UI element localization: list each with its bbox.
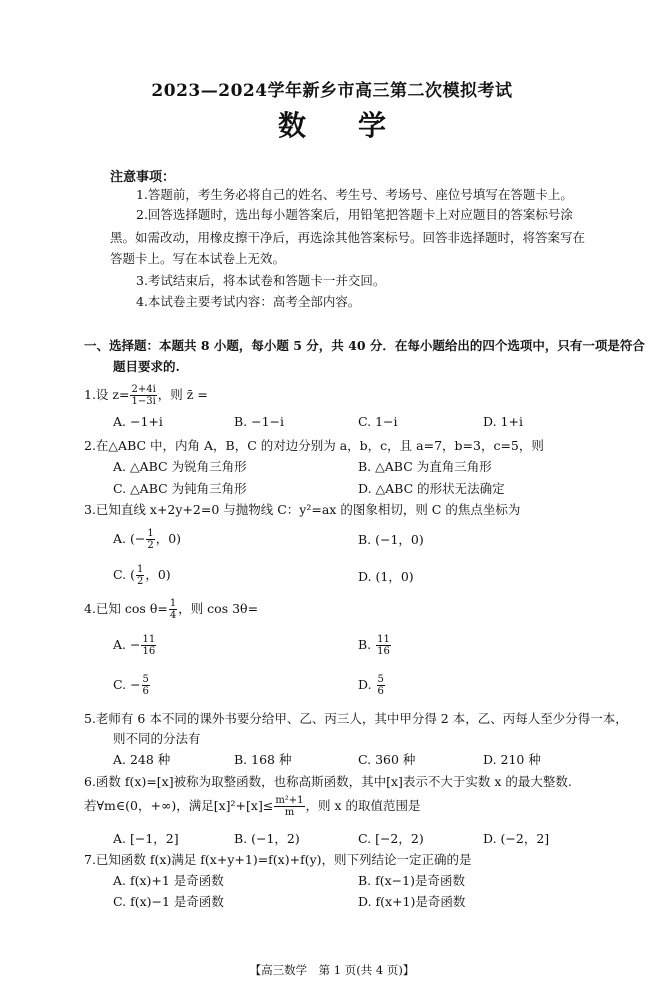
q4-a-num: 11 — [142, 634, 156, 645]
q4-d-num: 5 — [377, 674, 384, 685]
q3-a-post: ，0) — [155, 531, 182, 546]
q2-option-a: A. △ABC 为锐角三角形 — [113, 459, 247, 474]
q1-option-c: C. 1−i — [358, 414, 398, 429]
q6-option-d: D. (−2，2] — [483, 831, 550, 846]
question-2-stem: 2.在△ABC 中，内角 A，B，C 的对边分别为 a，b，c，且 a=7，b=3，c=5，则 — [84, 438, 544, 453]
notes-heading: 注意事项： — [110, 170, 176, 185]
q4-b-pre: B. — [358, 637, 376, 652]
q4-stem-post: ，则 cos 3θ= — [178, 601, 259, 616]
q3-option-a — [113, 528, 181, 551]
q4-d-den: 6 — [377, 686, 384, 697]
q3-option-b: B. (−1，0) — [358, 532, 424, 547]
q1-option-b: B. −1−i — [234, 414, 285, 429]
subject-title — [0, 104, 664, 144]
q3-option-d: D. (1，0) — [358, 569, 414, 584]
q4-stem-num: 1 — [169, 598, 177, 609]
notes-item-3: 3.考试结束后，将本试卷和答题卡一并交回。 — [136, 273, 386, 288]
subject-char-2: 学 — [358, 109, 387, 142]
notes-item-2-line-3: 答题卡上。写在本试卷上无效。 — [110, 251, 286, 266]
q1-prefix: 1.设 z= — [84, 387, 130, 402]
q3-a-num: 1 — [147, 528, 154, 539]
q7-option-c: C. f(x)−1 是奇函数 — [113, 894, 224, 909]
q4-c-pre: C. − — [113, 677, 141, 692]
q6-frac-num: m²+1 — [275, 795, 304, 806]
question-3-stem: 3.已知直线 x+2y+2=0 与抛物线 C：y²=ax 的图象相切，则 C 的焦点坐标为 — [84, 502, 521, 517]
q4-option-c — [113, 674, 151, 697]
q3-c-pre: C. ( — [113, 567, 135, 582]
q4-a-pre: A. − — [113, 637, 141, 652]
q2-option-b: B. △ABC 为直角三角形 — [358, 459, 492, 474]
q6-option-c: C. [−2，2) — [358, 831, 424, 846]
q4-b-num: 11 — [377, 634, 390, 645]
question-6-stem-line-1: 6.函数 f(x)=[x]被称为取整函数，也称高斯函数，其中[x]表示不大于实数 x 的最大整数. — [84, 774, 572, 789]
q4-a-den: 16 — [142, 646, 156, 657]
question-7-stem: 7.已知函数 f(x)满足 f(x+y+1)=f(x)+f(y)，则下列结论一定正确的是 — [84, 852, 472, 867]
q5-option-a: A. 248 种 — [113, 752, 171, 767]
notes-item-2-line-1: 2.回答选择题时，选出每小题答案后，用铅笔把答题卡上对应题目的答案标号涂 — [136, 207, 573, 222]
q4-d-pre: D. — [358, 677, 376, 692]
q6-stem-pre: 若∀m∈(0，+∞)，满足[x]²+[x]≤ — [84, 798, 274, 813]
q5-option-c: C. 360 种 — [358, 752, 416, 767]
exam-title: 2023—2024学年新乡市高三第二次模拟考试 — [151, 81, 513, 101]
q6-stem-post: ，则 x 的取值范围是 — [305, 798, 421, 813]
q4-b-fraction — [376, 634, 391, 657]
q1-fraction — [130, 384, 156, 407]
q4-b-den: 16 — [377, 646, 390, 657]
q6-option-a: A. [−1，2] — [113, 831, 179, 846]
question-5-stem-line-1: 5.老师有 6 本不同的课外书要分给甲、乙、丙三人，其中甲分得 2 本，乙、丙每人至少分得一本， — [84, 711, 628, 726]
q4-c-num: 5 — [142, 674, 149, 685]
q6-fraction — [274, 795, 304, 818]
q3-a-fraction — [146, 528, 154, 551]
section-heading-line-2: 题目要求的. — [113, 359, 180, 374]
q1-frac-num: 2+4i — [131, 384, 156, 395]
subject-char-1: 数 — [277, 109, 306, 142]
q3-c-fraction — [136, 564, 144, 587]
question-4-stem — [84, 598, 258, 621]
q1-option-d: D. 1+i — [483, 414, 523, 429]
q5-option-d: D. 210 种 — [483, 752, 541, 767]
q5-option-b: B. 168 种 — [234, 752, 292, 767]
page-footer: 【高三数学 第 1 页(共 4 页)】 — [249, 963, 415, 977]
notes-item-4: 4.本试卷主要考试内容：高考全部内容。 — [136, 294, 361, 309]
q7-option-a: A. f(x)+1 是奇函数 — [113, 873, 224, 888]
q3-a-den: 2 — [147, 540, 154, 551]
q2-option-c: C. △ABC 为钝角三角形 — [113, 481, 247, 496]
q3-c-post: ，0) — [145, 567, 171, 582]
question-6-stem-line-2 — [84, 795, 421, 818]
q2-option-d: D. △ABC 的形状无法确定 — [358, 481, 505, 496]
q4-option-d — [358, 674, 386, 697]
q3-a-pre: A. (− — [113, 531, 146, 546]
question-1-stem — [84, 384, 208, 407]
notes-item-2-line-2: 黑。如需改动，用橡皮擦干净后，再选涂其他答案标号。回答非选择题时，将答案写在 — [110, 230, 586, 245]
notes-item-1: 1.答题前，考生务必将自己的姓名、考生号、考场号、座位号填写在答题卡上。 — [136, 187, 573, 202]
q4-d-fraction — [377, 674, 385, 697]
q3-option-c — [113, 564, 171, 587]
q7-option-d: D. f(x+1)是奇函数 — [358, 894, 466, 909]
q4-c-fraction — [142, 674, 150, 697]
q6-frac-den: m — [284, 807, 295, 818]
q4-a-fraction — [141, 634, 156, 657]
q1-suffix: ，则 z̄ = — [157, 387, 208, 402]
q4-option-b — [358, 634, 392, 657]
q4-stem-pre: 4.已知 cos θ= — [84, 601, 168, 616]
q7-option-b: B. f(x−1)是奇函数 — [358, 873, 465, 888]
q4-stem-fraction — [169, 598, 177, 621]
q4-c-den: 6 — [142, 686, 149, 697]
q3-c-den: 2 — [136, 576, 144, 587]
q1-frac-den: 1−3i — [131, 396, 156, 407]
question-5-stem-line-2: 则不同的分法有 — [113, 731, 201, 746]
q6-option-b: B. (−1，2) — [234, 831, 300, 846]
q4-stem-den: 4 — [169, 610, 177, 621]
q1-option-a: A. −1+i — [113, 414, 163, 429]
q4-option-a — [113, 634, 157, 657]
q3-c-num: 1 — [136, 564, 144, 575]
section-heading-line-1: 一、选择题：本题共 8 小题，每小题 5 分，共 40 分．在每小题给出的四个选项中，只有一项是符合 — [84, 338, 645, 353]
